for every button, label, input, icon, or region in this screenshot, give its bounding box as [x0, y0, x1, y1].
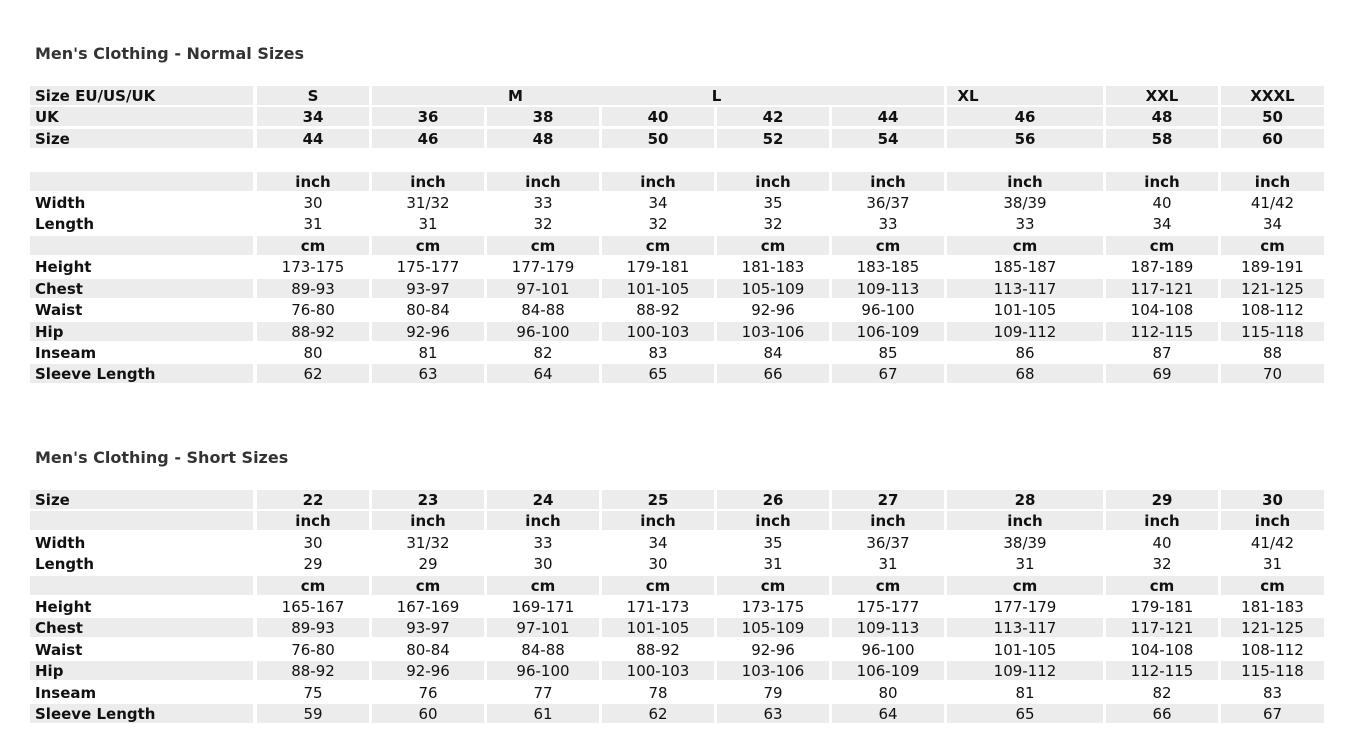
unit-cell: cm: [947, 236, 1103, 255]
table-cell: 38/39: [1003, 194, 1047, 212]
row-label: UK: [30, 107, 253, 126]
table-cell: 173-175: [741, 598, 805, 616]
table-cell: 80: [303, 344, 323, 362]
table-cell: 108-112: [1241, 641, 1304, 659]
table-cell: 36/37: [866, 194, 910, 212]
table-cell: 38/39: [1003, 534, 1047, 552]
unit-cell: inch: [257, 511, 369, 530]
table-cell: 56: [947, 129, 1103, 148]
table-cell: 101-105: [993, 641, 1057, 659]
table-cell: 32: [1152, 555, 1172, 573]
table-cell: 31: [418, 215, 438, 233]
table-cell: 76-80: [291, 301, 335, 319]
table-cell: 187-189: [1130, 258, 1194, 276]
table-cell: 85: [878, 344, 898, 362]
cm-unit-row: [30, 236, 1324, 255]
inseam-row: [30, 343, 1324, 362]
table-cell: 31: [303, 215, 323, 233]
unit-cell: cm: [257, 236, 369, 255]
table-cell: 113-117: [947, 618, 1103, 637]
table-cell: 115-118: [1221, 322, 1324, 341]
table-cell: 31/32: [406, 534, 450, 552]
table-cell: 62: [257, 364, 369, 383]
row-label: [30, 511, 253, 530]
unit-cell: inch: [372, 511, 484, 530]
table-cell: 80-84: [406, 641, 450, 659]
table-cell: 25: [602, 490, 714, 509]
table-cell: 29: [303, 555, 323, 573]
table-cell: 179-181: [1130, 598, 1194, 616]
table-cell: 44: [832, 107, 944, 126]
table-cell: 109-112: [947, 661, 1103, 680]
table-cell: 121-125: [1221, 618, 1324, 637]
row-label: Waist: [35, 641, 83, 659]
table-cell: 59: [257, 704, 369, 723]
table-cell: 34: [257, 107, 369, 126]
size-m-header: M: [508, 87, 523, 105]
unit-cell: cm: [717, 576, 829, 595]
sleeve-length-row: [30, 364, 1324, 383]
table-cell: 32: [533, 215, 553, 233]
table-cell: 31/32: [406, 194, 450, 212]
table-cell: 40: [1152, 194, 1172, 212]
row-label: Width: [35, 194, 86, 212]
table-cell: 175-177: [396, 258, 460, 276]
unit-cell: inch: [832, 511, 944, 530]
table-cell: 171-173: [626, 598, 690, 616]
table-cell: 177-179: [511, 258, 575, 276]
table-cell: 106-109: [832, 322, 944, 341]
table-cell: 109-113: [832, 279, 944, 298]
table-cell: 117-121: [1106, 618, 1218, 637]
table-cell: 34: [648, 194, 668, 212]
table-cell: 33: [533, 194, 553, 212]
table-cell: 103-106: [717, 322, 829, 341]
table-cell: 83: [648, 344, 668, 362]
table-cell: 78: [648, 684, 668, 702]
row-label: Inseam: [35, 344, 97, 362]
table-cell: 28: [947, 490, 1103, 509]
row-label: Height: [35, 598, 92, 616]
table-cell: 44: [257, 129, 369, 148]
table-cell: 48: [487, 129, 599, 148]
table-cell: 31: [1015, 555, 1035, 573]
table-cell: 88: [1262, 344, 1283, 362]
table-cell: 81: [418, 344, 438, 362]
table-cell: 63: [372, 364, 484, 383]
table-cell: 68: [947, 364, 1103, 383]
short-height-row: [30, 597, 1324, 616]
table-cell: 106-109: [832, 661, 944, 680]
table-cell: 30: [303, 194, 323, 212]
table-cell: 62: [602, 704, 714, 723]
table-cell: 75: [303, 684, 323, 702]
table-cell: 66: [717, 364, 829, 383]
unit-cell: inch: [947, 511, 1103, 530]
table-cell: 31: [878, 555, 898, 573]
unit-cell: inch: [602, 172, 714, 191]
table-cell: 167-169: [396, 598, 460, 616]
table-cell: 83: [1262, 684, 1283, 702]
unit-cell: cm: [717, 236, 829, 255]
height-row: [30, 257, 1324, 276]
table-cell: 41/42: [1250, 194, 1295, 212]
table-cell: 58: [1106, 129, 1218, 148]
table-cell: 104-108: [1130, 301, 1194, 319]
unit-cell: inch: [832, 172, 944, 191]
table-cell: 177-179: [993, 598, 1057, 616]
unit-cell: cm: [602, 576, 714, 595]
size-xl-header: XL: [957, 87, 979, 105]
table-cell: 30: [533, 555, 553, 573]
table-cell: 60: [372, 704, 484, 723]
table-cell: 105-109: [717, 279, 829, 298]
row-label: Inseam: [35, 684, 97, 702]
table-cell: 34: [1152, 215, 1172, 233]
table-cell: 65: [602, 364, 714, 383]
waist-row: [30, 300, 1324, 319]
unit-cell: cm: [372, 236, 484, 255]
unit-cell: inch: [602, 511, 714, 530]
table-cell: 30: [648, 555, 668, 573]
unit-cell: inch: [1221, 172, 1324, 191]
size-row: [30, 129, 1324, 148]
unit-cell: inch: [487, 511, 599, 530]
table-cell: 60: [1221, 129, 1324, 148]
unit-cell: cm: [372, 576, 484, 595]
table-cell: 89-93: [257, 618, 369, 637]
table-cell: 121-125: [1221, 279, 1324, 298]
table-cell: 50: [1221, 107, 1324, 126]
table-cell: 101-105: [602, 279, 714, 298]
table-cell: 41/42: [1250, 534, 1295, 552]
table-cell: 108-112: [1241, 301, 1304, 319]
table-cell: 96-100: [861, 641, 915, 659]
table-cell: 175-177: [856, 598, 920, 616]
table-cell: 64: [832, 704, 944, 723]
table-cell: 100-103: [602, 661, 714, 680]
row-label: Sleeve Length: [30, 364, 253, 383]
table-cell: 105-109: [717, 618, 829, 637]
unit-cell: inch: [372, 172, 484, 191]
table-cell: 31: [1262, 555, 1283, 573]
table-cell: 112-115: [1106, 322, 1218, 341]
table-cell: 92-96: [372, 661, 484, 680]
table-cell: 84: [763, 344, 783, 362]
table-cell: 181-183: [1241, 598, 1304, 616]
table-cell: 82: [533, 344, 553, 362]
table-cell: 96-100: [487, 661, 599, 680]
table-cell: 54: [832, 129, 944, 148]
unit-cell: cm: [947, 576, 1103, 595]
table-cell: 69: [1106, 364, 1218, 383]
short-hip-row: [30, 661, 1324, 680]
size-eu-us-uk-row: [30, 86, 1324, 105]
size-xxxl-header: XXXL: [1250, 87, 1295, 105]
table-cell: 165-167: [281, 598, 345, 616]
unit-cell: inch: [487, 172, 599, 191]
table-cell: 40: [1152, 534, 1172, 552]
table-cell: 189-191: [1241, 258, 1304, 276]
short-length-row: [30, 554, 1324, 573]
table-cell: 35: [763, 194, 783, 212]
table-cell: 109-113: [832, 618, 944, 637]
width-row: [30, 193, 1324, 212]
table-cell: 61: [487, 704, 599, 723]
short-sleeve-length-row: [30, 704, 1324, 723]
table-cell: 67: [1221, 704, 1324, 723]
hip-row: [30, 322, 1324, 341]
table-cell: 173-175: [281, 258, 345, 276]
table-cell: 65: [947, 704, 1103, 723]
unit-cell: cm: [1221, 576, 1324, 595]
unit-cell: inch: [717, 511, 829, 530]
size-s-header: S: [307, 87, 319, 105]
table-cell: 93-97: [372, 279, 484, 298]
table-cell: 92-96: [751, 301, 795, 319]
row-label: Length: [35, 215, 94, 233]
table-cell: 76-80: [291, 641, 335, 659]
table-cell: 30: [303, 534, 323, 552]
table-cell: 36/37: [866, 534, 910, 552]
row-label: [30, 576, 253, 595]
table-cell: 169-171: [511, 598, 575, 616]
row-label: Size: [30, 490, 253, 509]
table-cell: 34: [1262, 215, 1283, 233]
unit-cell: cm: [487, 236, 599, 255]
table-cell: 76: [418, 684, 438, 702]
table-cell: 103-106: [717, 661, 829, 680]
table-cell: 104-108: [1130, 641, 1194, 659]
short-chest-row: [30, 618, 1324, 637]
table-cell: 50: [602, 129, 714, 148]
unit-cell: cm: [832, 236, 944, 255]
table-cell: 29: [1106, 490, 1218, 509]
short-waist-row: [30, 640, 1324, 659]
short-inch-unit-row: [30, 511, 1324, 530]
table-cell: 24: [487, 490, 599, 509]
table-cell: 29: [418, 555, 438, 573]
table-cell: 181-183: [741, 258, 805, 276]
table-cell: 30: [1221, 490, 1324, 509]
row-label: Width: [35, 534, 86, 552]
table-cell: 35: [763, 534, 783, 552]
row-label: Sleeve Length: [30, 704, 253, 723]
row-label: Chest: [30, 618, 253, 637]
row-label: [30, 172, 253, 191]
short-size-row: [30, 490, 1324, 509]
table-cell: 183-185: [856, 258, 920, 276]
size-l-header: L: [711, 87, 722, 105]
table-cell: 113-117: [947, 279, 1103, 298]
table-cell: 70: [1221, 364, 1324, 383]
table-cell: 117-121: [1106, 279, 1218, 298]
unit-cell: cm: [257, 576, 369, 595]
unit-cell: cm: [1106, 236, 1218, 255]
table-cell: 42: [717, 107, 829, 126]
table-cell: 92-96: [751, 641, 795, 659]
table-cell: 81: [1015, 684, 1035, 702]
table-cell: 88-92: [257, 661, 369, 680]
table-cell: 179-181: [626, 258, 690, 276]
table-cell: 93-97: [372, 618, 484, 637]
table-cell: 97-101: [487, 618, 599, 637]
table-cell: 115-118: [1221, 661, 1324, 680]
short-width-row: [30, 533, 1324, 552]
table-cell: 89-93: [257, 279, 369, 298]
unit-cell: inch: [1106, 511, 1218, 530]
table-cell: 86: [1015, 344, 1035, 362]
table-cell: 96-100: [861, 301, 915, 319]
table-cell: 88-92: [257, 322, 369, 341]
table-cell: 64: [487, 364, 599, 383]
table-cell: 80: [878, 684, 898, 702]
table-cell: 92-96: [372, 322, 484, 341]
table-cell: 38: [487, 107, 599, 126]
table-cell: 48: [1106, 107, 1218, 126]
table-cell: 112-115: [1106, 661, 1218, 680]
unit-cell: cm: [602, 236, 714, 255]
row-label: [30, 236, 253, 255]
table-cell: 33: [533, 534, 553, 552]
uk-row: [30, 107, 1324, 126]
unit-cell: inch: [717, 172, 829, 191]
size-xxl-header: XXL: [1145, 87, 1179, 105]
table-cell: 63: [717, 704, 829, 723]
table-cell: 46: [372, 129, 484, 148]
table-cell: 40: [602, 107, 714, 126]
table-cell: 96-100: [487, 322, 599, 341]
unit-cell: inch: [1221, 511, 1324, 530]
table-cell: 97-101: [487, 279, 599, 298]
unit-cell: inch: [947, 172, 1103, 191]
table-cell: 31: [763, 555, 783, 573]
unit-cell: cm: [1106, 576, 1218, 595]
row-label: Size EU/US/UK: [30, 86, 253, 105]
table-cell: 32: [648, 215, 668, 233]
table-cell: 87: [1152, 344, 1172, 362]
unit-cell: inch: [257, 172, 369, 191]
table-cell: 84-88: [521, 301, 565, 319]
table-cell: 52: [717, 129, 829, 148]
row-label: Length: [35, 555, 94, 573]
unit-cell: inch: [1106, 172, 1218, 191]
table-cell: 84-88: [521, 641, 565, 659]
normal-sizes-title: Men's Clothing - Normal Sizes: [35, 44, 305, 63]
table-cell: 23: [372, 490, 484, 509]
length-row: [30, 214, 1324, 233]
table-cell: 101-105: [993, 301, 1057, 319]
row-label: Height: [35, 258, 92, 276]
short-cm-unit-row: [30, 576, 1324, 595]
table-cell: 27: [832, 490, 944, 509]
short-sizes-title: Men's Clothing - Short Sizes: [35, 448, 289, 467]
row-label: Hip: [30, 661, 253, 680]
table-cell: 32: [763, 215, 783, 233]
unit-cell: cm: [1221, 236, 1324, 255]
table-cell: 79: [763, 684, 783, 702]
short-inseam-row: [30, 683, 1324, 702]
table-cell: 82: [1152, 684, 1172, 702]
table-cell: 100-103: [602, 322, 714, 341]
inch-unit-row: [30, 172, 1324, 191]
row-label: Hip: [30, 322, 253, 341]
table-cell: 185-187: [993, 258, 1057, 276]
table-cell: 109-112: [947, 322, 1103, 341]
unit-cell: cm: [832, 576, 944, 595]
table-cell: 26: [717, 490, 829, 509]
table-cell: 33: [878, 215, 898, 233]
unit-cell: cm: [487, 576, 599, 595]
table-cell: 88-92: [636, 301, 680, 319]
table-cell: 101-105: [602, 618, 714, 637]
row-label: Waist: [35, 301, 83, 319]
row-label: Size: [30, 129, 253, 148]
table-cell: 33: [1015, 215, 1035, 233]
table-cell: 67: [832, 364, 944, 383]
table-cell: 77: [533, 684, 553, 702]
row-label: Chest: [30, 279, 253, 298]
table-cell: 66: [1106, 704, 1218, 723]
table-cell: 80-84: [406, 301, 450, 319]
table-cell: 46: [947, 107, 1103, 126]
table-cell: 88-92: [636, 641, 680, 659]
table-cell: 22: [257, 490, 369, 509]
chest-row: [30, 279, 1324, 298]
table-cell: 36: [372, 107, 484, 126]
table-cell: 34: [648, 534, 668, 552]
